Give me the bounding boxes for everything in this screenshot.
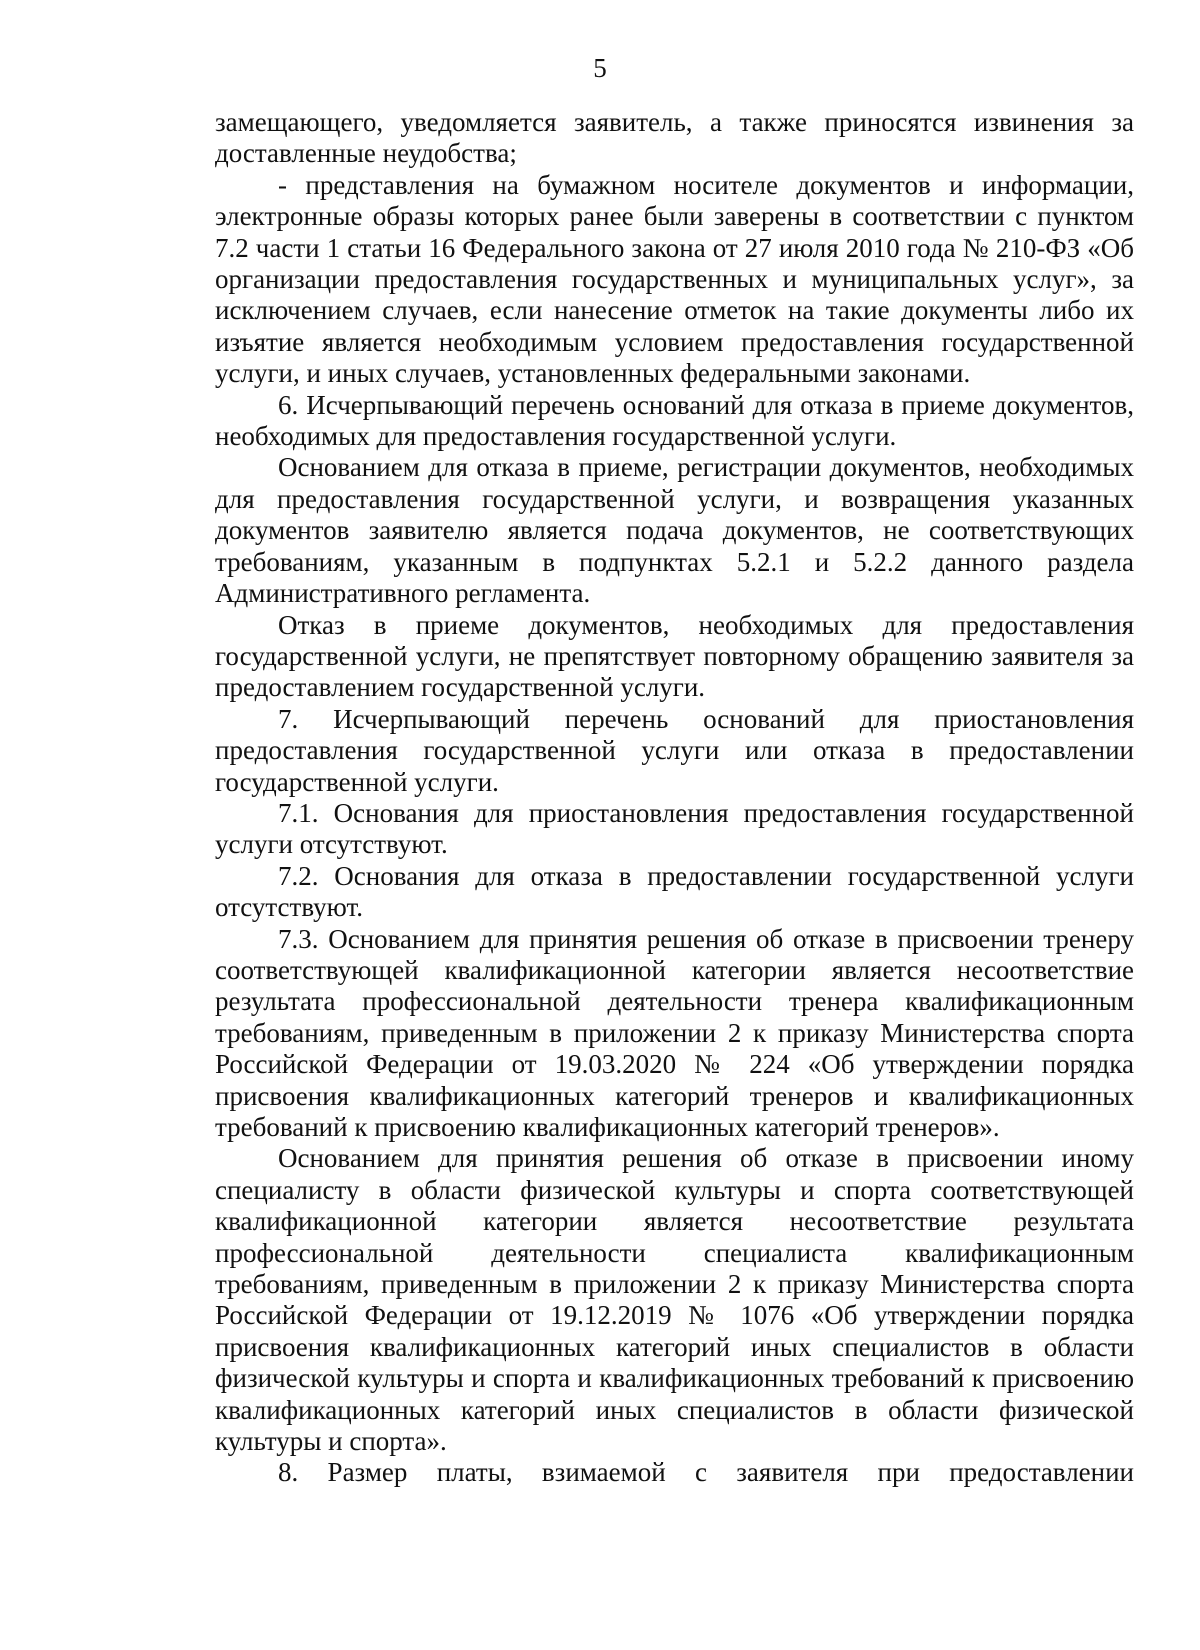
paragraph-refusal-no-obstacle: Отказ в приеме документов, необходимых для предоставления государственной услуги, не препятствует повторному обращению заявителя за предоставлением государственной услуги. — [215, 609, 1134, 703]
paragraph-other-specialists: Основанием для принятия решения об отказе в присвоении иному специалисту в области физической культуры и спорта соответствующей квалификационной категории является несоответствие результата профессиональной деятельности специалиста квалификационным требованиям, приведенным в приложении 2 к приказу Министерства спорта Российской Федерации от 19.12.2019 № 1076 «Об утверждении порядка присвоения квалификационных категорий иных специалистов в области физической культуры и спорта и квалификационных требований к присвоению квалификационных категорий иных специалистов в области физической культуры и спорта». — [215, 1143, 1134, 1457]
paragraph-paper-documents: - представления на бумажном носителе документов и информации, электронные образы которых ранее были заверены в соответствии с пунктом 7.2 части 1 статьи 16 Федерального закона от 27 июля 2010 года № 210-ФЗ «Об организации предоставления государственных и муниципальных услуг», за исключением случаев, если нанесение отметок на такие документы либо их изъятие является необходимым условием предоставления государственной услуги, и иных случаев, установленных федеральными законами. — [215, 169, 1134, 389]
section-8-heading: 8. Размер платы, взимаемой с заявителя при предоставлении — [278, 1457, 1134, 1488]
section-7-1: 7.1. Основания для приостановления предоставления государственной услуги отсутствуют. — [215, 797, 1134, 860]
section-7-heading: 7. Исчерпывающий перечень оснований для приостановления предоставления государственной услуги или отказа в предоставлении государственной услуги. — [215, 703, 1134, 797]
page-number: 5 — [593, 53, 607, 83]
section-7-2: 7.2. Основания для отказа в предоставлении государственной услуги отсутствуют. — [215, 860, 1134, 923]
section-6-heading: 6. Исчерпывающий перечень оснований для отказа в приеме документов, необходимых для предоставления государственной услуги. — [215, 389, 1134, 452]
paragraph-continuation: замещающего, уведомляется заявитель, а также приносятся извинения за доставленные неудобства; — [215, 107, 1134, 169]
document-body — [215, 107, 1134, 1489]
paragraph-refusal-grounds: Основанием для отказа в приеме, регистрации документов, необходимых для предоставления государственной услуги, и возвращения указанных документов заявителю является подача документов, не соответствующих требованиям, указанным в подпунктах 5.2.1 и 5.2.2 данного раздела Административного регламента. — [215, 452, 1134, 609]
section-7-3: 7.3. Основанием для принятия решения об отказе в присвоении тренеру соответствующей квалификационной категории является несоответствие результата профессиональной деятельности тренера квалификационным требованиям, приведенным в приложении 2 к приказу Министерства спорта Российской Федерации от 19.03.2020 № 224 «Об утверждении порядка присвоения квалификационных категорий тренеров и квалификационных требований к присвоению квалификационных категорий тренеров». — [215, 923, 1134, 1142]
